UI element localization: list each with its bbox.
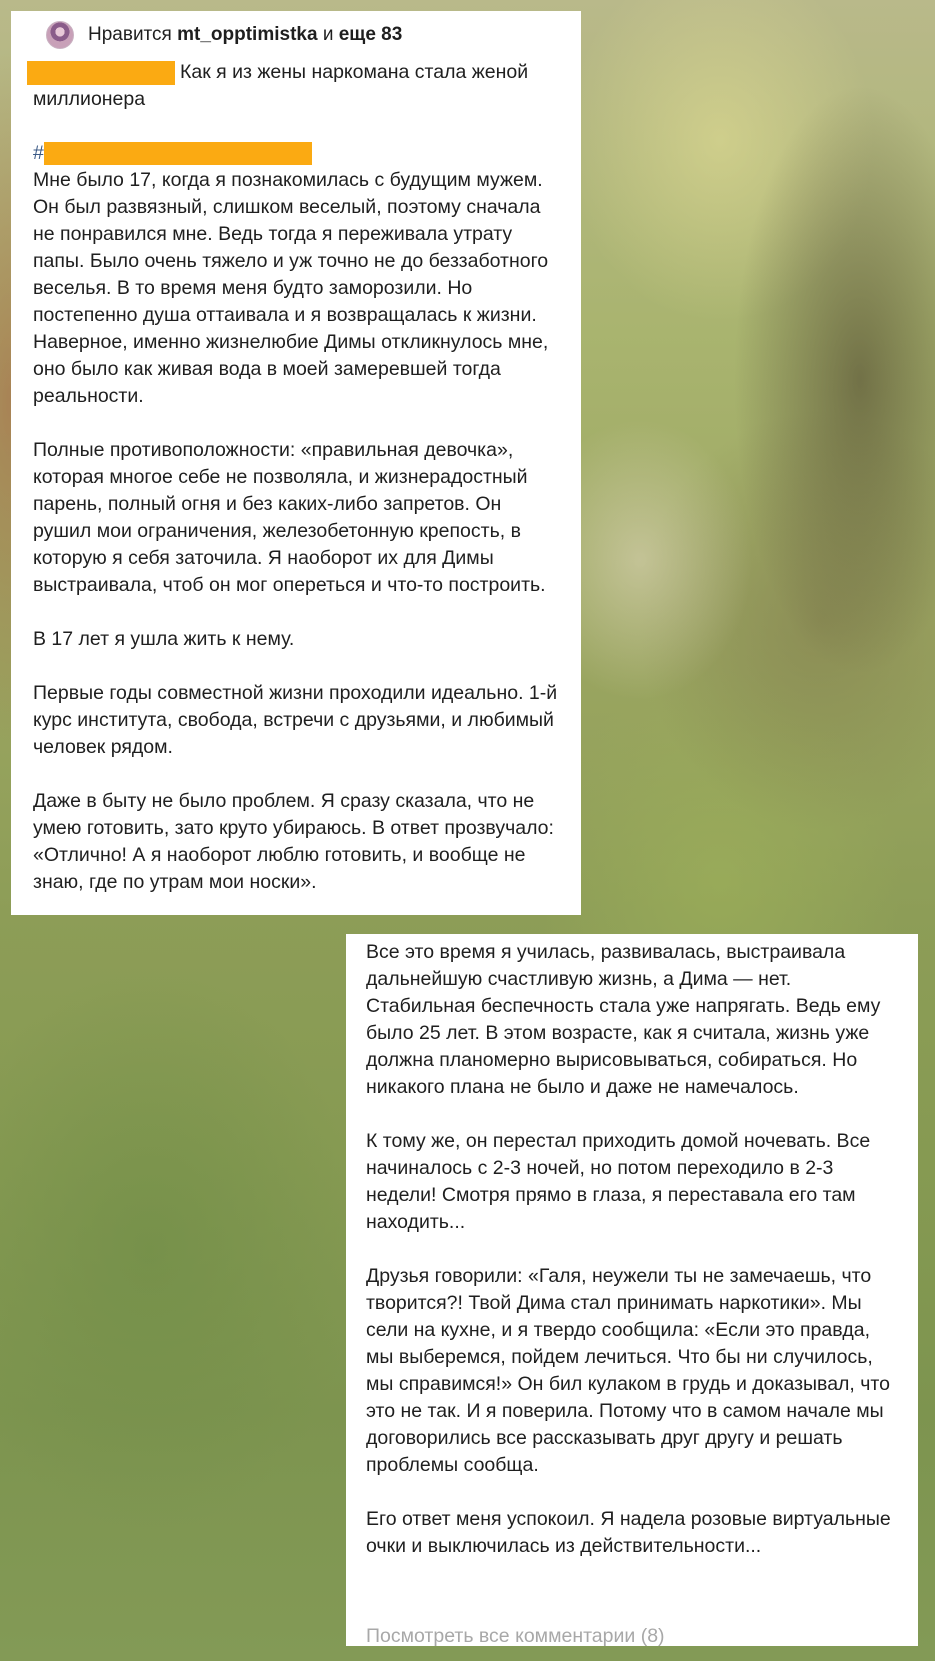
caption-paragraph: Все это время я училась, развивалась, выстраивала дальнейшую счастливую жизнь, а Дима — нет. Стабильная беспечность стала уже напрягать. Ведь ему было 25 лет. В этом возрасте, как я считала, жизнь уже должна планомерно вырисовываться, собираться. Но никакого плана не было и даже не намечалось.: [366, 941, 881, 1098]
redacted-hashtag: [44, 142, 312, 165]
likes-prefix: Нравится: [88, 24, 172, 45]
likes-row[interactable]: [33, 17, 563, 53]
caption-paragraph: К тому же, он перестал приходить домой ночевать. Все начиналось с 2-3 ночей, но потом переходило в 2-3 недели! Смотря прямо в глаза, я переставала его там находить...: [366, 1130, 871, 1233]
post-caption-card: [11, 11, 581, 915]
liker-avatar[interactable]: [46, 21, 74, 49]
post-caption-card-continued: [346, 934, 918, 1646]
caption-paragraph: В 17 лет я ушла жить к нему.: [33, 628, 295, 650]
likes-connector: и: [322, 24, 334, 45]
caption-paragraph: Первые годы совместной жизни проходили идеально. 1-й курс института, свобода, встречи с друзьями, и любимый человек рядом.: [33, 682, 558, 758]
caption-paragraph: Полные противоположности: «правильная девочка», которая многое себе не позволяла, и жизнерадостный парень, полный огня и без каких-либо запретов. Он рушил мои ограничения, железобетонную крепость, в которую я себя заточила. Я наоборот их для Димы выстраивала, чтоб он мог опереться и что-то построить.: [33, 439, 546, 596]
caption-paragraph: Друзья говорили: «Галя, неужели ты не замечаешь, что творится?! Твой Дима стал принимать наркотики». Мы сели на кухне, и я твердо сообщила: «Если это правда, мы выберемся, пойдем лечиться. Что бы ни случилось, мы справимся!» Он бил кулаком в грудь и доказывал, что это не так. И я поверила. Потому что в самом начале мы договорились все рассказывать друг другу и решать проблемы сообща.: [366, 1265, 890, 1476]
hashtag-line[interactable]: [33, 140, 563, 167]
caption-paragraph: Его ответ меня успокоил. Я надела розовые виртуальные очки и выключилась из действительности...: [366, 1508, 891, 1557]
caption-paragraph: Даже в быту не было проблем. Я сразу сказала, что не умею готовить, зато круто убираюсь. В ответ прозвучало: «Отлично! А я наоборот люблю готовить, и вообще не знаю, где по утрам мои носки».: [33, 790, 554, 893]
caption-paragraph: Мне было 17, когда я познакомилась с будущим мужем. Он был развязный, слишком веселый, поэтому сначала не понравился мне. Ведь тогда я переживала утрату папы. Было очень тяжело и уж точно не до беззаботного веселья. В то время меня будто заморозили. Но постепенно душа оттаивала и я возвращалась к жизни. Наверное, именно жизнелюбие Димы откликнулось мне, оно было как живая вода в моей замеревшей тогда реальности.: [33, 169, 549, 407]
post-headline: Как я из жены наркомана стала женой миллионера: [33, 61, 529, 110]
hashtag-sign: #: [33, 142, 44, 164]
likes-others-link[interactable]: еще 83: [338, 24, 403, 45]
liker-username[interactable]: mt_opptimistka: [177, 24, 318, 45]
redacted-username: [27, 61, 175, 85]
post-headline-line: [33, 59, 563, 113]
view-all-comments-link[interactable]: Посмотреть все комментарии (8): [366, 1625, 665, 1647]
